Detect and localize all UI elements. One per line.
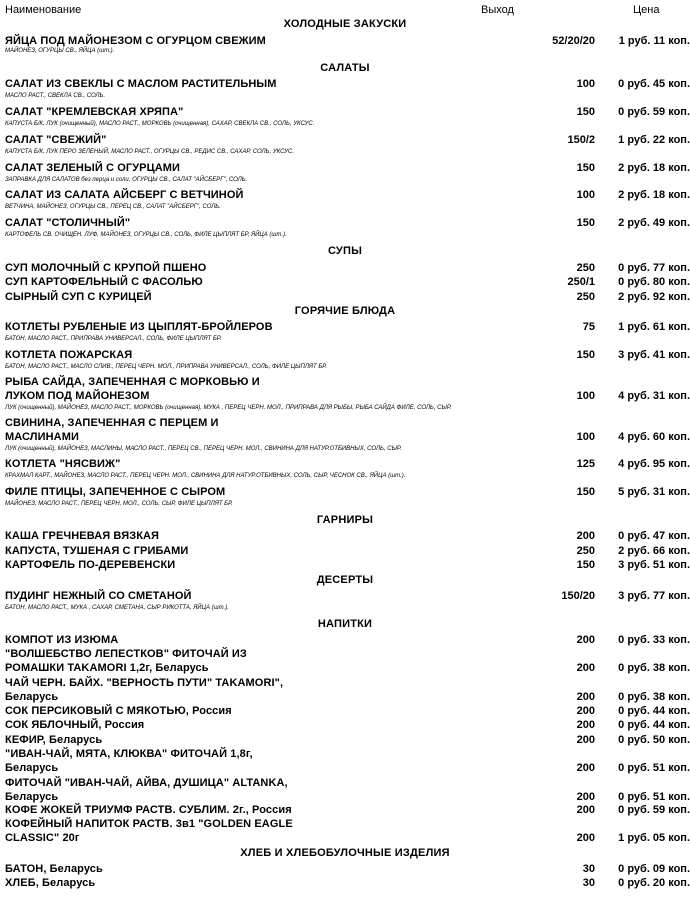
menu-item-output: 150 [576, 162, 595, 174]
footer-cutoff [0, 902, 690, 908]
menu-item-ingredients: КРАХМАЛ КАРТ., МАЙОНЕЗ, МАСЛО РАСТ., ПЕРЕЦ ЧЕРН. МОЛ., СВИНИНА ДЛЯ НАТУР.ОТБИВНЫХ, СОЛЬ, СЫР, ЧЕСНОК СВ., ЯЙЦА (шт.). [5, 473, 406, 479]
menu-item-price: 0 руб. 59 коп. [618, 106, 690, 118]
column-header-name: Наименование [5, 4, 82, 16]
menu-item-output: 125 [576, 458, 595, 470]
menu-item-name: САЛАТ "СВЕЖИЙ" [5, 134, 107, 146]
menu-item-price: 0 руб. 20 коп. [618, 877, 690, 889]
menu-item-price: 0 руб. 09 коп. [618, 863, 690, 875]
menu-item-output: 150 [576, 559, 595, 571]
menu-item-price: 5 руб. 31 коп. [618, 486, 690, 498]
menu-item-output: 250 [576, 291, 595, 303]
menu-item-name: БАТОН, Беларусь [5, 863, 103, 875]
menu-item-output: 200 [576, 791, 595, 803]
menu-item-output: 200 [576, 734, 595, 746]
section-title: НАПИТКИ [317, 618, 373, 630]
menu-item-name: СУП КАРТОФЕЛЬНЫЙ С ФАСОЛЬЮ [5, 276, 203, 288]
menu-item-ingredients: КАПУСТА Б/К, ЛУК ПЕРО ЗЕЛЕНЫЙ, МАСЛО РАСТ., ОГУРЦЫ СВ., РЕДИС СВ., САХАР, СОЛЬ, УКСУС. [5, 149, 294, 155]
menu-item-output: 200 [576, 719, 595, 731]
menu-item-output: 100 [576, 78, 595, 90]
menu-item-price: 0 руб. 51 коп. [618, 762, 690, 774]
menu-item-output: 30 [582, 877, 595, 889]
menu-item-name-line2: Беларусь [5, 791, 59, 803]
menu-item-price: 4 руб. 95 коп. [618, 458, 690, 470]
menu-item-price: 2 руб. 66 коп. [618, 545, 690, 557]
menu-item-name: САЛАТ ЗЕЛЕНЫЙ С ОГУРЦАМИ [5, 162, 181, 174]
menu-item-price: 0 руб. 51 коп. [618, 791, 690, 803]
menu-item-price: 0 руб. 59 коп. [618, 804, 690, 816]
menu-item-price: 3 руб. 77 коп. [618, 590, 690, 602]
menu-item-name: "ИВАН-ЧАЙ, МЯТА, КЛЮКВА" ФИТОЧАЙ 1,8г, [5, 748, 253, 760]
menu-item-price: 1 руб. 22 коп. [618, 134, 690, 146]
menu-item-price: 0 руб. 80 коп. [618, 276, 690, 288]
menu-item-output: 150 [576, 106, 595, 118]
menu-item-price: 0 руб. 44 коп. [618, 719, 690, 731]
menu-item-name: САЛАТ "СТОЛИЧНЫЙ" [5, 217, 131, 229]
menu-item-output: 200 [576, 691, 595, 703]
menu-item-name: САЛАТ ИЗ СВЕКЛЫ С МАСЛОМ РАСТИТЕЛЬНЫМ [5, 78, 277, 90]
menu-item-price: 0 руб. 45 коп. [618, 78, 690, 90]
menu-item-name: СУП МОЛОЧНЫЙ С КРУПОЙ ПШЕНО [5, 262, 207, 274]
menu-item-name: САЛАТ "КРЕМЛЕВСКАЯ ХРЯПА" [5, 106, 184, 118]
menu-item-price: 0 руб. 38 коп. [618, 691, 690, 703]
menu-item-name: КАПУСТА, ТУШЕНАЯ С ГРИБАМИ [5, 545, 189, 557]
menu-item-output: 52/20/20 [552, 35, 595, 47]
menu-item-name: КОТЛЕТЫ РУБЛЕНЫЕ ИЗ ЦЫПЛЯТ-БРОЙЛЕРОВ [5, 321, 273, 333]
menu-item-output: 150 [576, 349, 595, 361]
menu-item-price: 1 руб. 05 коп. [618, 832, 690, 844]
menu-item-price: 2 руб. 18 коп. [618, 189, 690, 201]
menu-item-ingredients: БАТОН, МАСЛО РАСТ., ПРИПРАВА УНИВЕРСАЛ., СОЛЬ, ФИЛЕ ЦЫПЛЯТ БР. [5, 336, 222, 342]
menu-item-name: ФИЛЕ ПТИЦЫ, ЗАПЕЧЕННОЕ С СЫРОМ [5, 486, 226, 498]
section-title: ГАРНИРЫ [316, 514, 374, 526]
menu-item-ingredients: ЗАПРАВКА ДЛЯ САЛАТОВ без перца и соли, ОГУРЦЫ СВ., САЛАТ "АЙСБЕРГ", СОЛЬ. [5, 177, 248, 183]
menu-item-ingredients: МАЙОНЕЗ, ОГУРЦЫ СВ., ЯЙЦА (шт.). [5, 48, 115, 54]
menu-item-output: 150/20 [561, 590, 595, 602]
menu-item-output: 200 [576, 804, 595, 816]
menu-item-name: ПУДИНГ НЕЖНЫЙ СО СМЕТАНОЙ [5, 590, 192, 602]
menu-item-output: 75 [582, 321, 595, 333]
menu-item-ingredients: КАРТОФЕЛЬ СВ. ОЧИЩЕН. ЛУФ, МАЙОНЕЗ, ОГУРЦЫ СВ., СОЛЬ, ФИЛЕ ЦЫПЛЯТ БР, ЯЙЦА (шт.). [5, 232, 287, 238]
menu-item-name: СОК ПЕРСИКОВЫЙ С МЯКОТЬЮ, Россия [5, 705, 232, 717]
menu-item-name-line2: РОМАШКИ TAKAMORI 1,2г, Беларусь [5, 662, 209, 674]
menu-item-ingredients: ВЕТЧИНА, МАЙОНЕЗ, ОГУРЦЫ СВ., ПЕРЕЦ СВ., САЛАТ "АЙСБЕРГ", СОЛЬ. [5, 204, 221, 210]
menu-item-name: СОК ЯБЛОЧНЫЙ, Россия [5, 719, 145, 731]
menu-item-name: ЯЙЦА ПОД МАЙОНЕЗОМ С ОГУРЦОМ СВЕЖИМ [5, 35, 266, 47]
menu-item-name: СВИНИНА, ЗАПЕЧЕННАЯ С ПЕРЦЕМ И [5, 417, 219, 429]
menu-item-name: "ВОЛШЕБСТВО ЛЕПЕСТКОВ" ФИТОЧАЙ ИЗ [5, 648, 247, 660]
column-header-price: Цена [633, 4, 660, 16]
menu-item-output: 150/2 [567, 134, 595, 146]
menu-item-price: 3 руб. 41 коп. [618, 349, 690, 361]
menu-item-output: 100 [576, 431, 595, 443]
menu-item-output: 150 [576, 217, 595, 229]
menu-item-price: 2 руб. 49 коп. [618, 217, 690, 229]
menu-item-name: КАРТОФЕЛЬ ПО-ДЕРЕВЕНСКИ [5, 559, 176, 571]
menu-item-price: 3 руб. 51 коп. [618, 559, 690, 571]
menu-item-price: 2 руб. 18 коп. [618, 162, 690, 174]
section-title: ХОЛОДНЫЕ ЗАКУСКИ [283, 18, 407, 30]
menu-item-name-line2: ЛУКОМ ПОД МАЙОНЕЗОМ [5, 390, 150, 402]
menu-item-price: 0 руб. 38 коп. [618, 662, 690, 674]
section-title: СУПЫ [327, 245, 363, 257]
section-title: САЛАТЫ [320, 62, 370, 74]
menu-item-ingredients: КАПУСТА Б/К, ЛУК (очищенный), МАСЛО РАСТ., МОРКОВЬ (очищенная), САХАР, СВЕКЛА СВ., СОЛЬ, УКСУС. [5, 121, 315, 127]
menu-item-output: 200 [576, 530, 595, 542]
menu-item-price: 1 руб. 61 коп. [618, 321, 690, 333]
menu-item-output: 200 [576, 634, 595, 646]
menu-item-output: 200 [576, 705, 595, 717]
menu-item-output: 150 [576, 486, 595, 498]
menu-item-name: КАША ГРЕЧНЕВАЯ ВЯЗКАЯ [5, 530, 160, 542]
menu-item-name: КОФЕ ЖОКЕЙ ТРИУМФ РАСТВ. СУБЛИМ. 2г., Россия [5, 804, 292, 816]
menu-item-name: КОФЕЙНЫЙ НАПИТОК РАСТВ. 3в1 "GOLDEN EAGLE [5, 818, 293, 830]
menu-item-output: 200 [576, 762, 595, 774]
menu-item-output: 30 [582, 863, 595, 875]
menu-item-name: КОТЛЕТА "НЯСВИЖ" [5, 458, 121, 470]
menu-item-name: КОТЛЕТА ПОЖАРСКАЯ [5, 349, 133, 361]
menu-item-name: ЧАЙ ЧЕРН. БАЙХ. "ВЕРНОСТЬ ПУТИ" TAKAMORI", [5, 677, 284, 689]
menu-item-price: 0 руб. 47 коп. [618, 530, 690, 542]
menu-item-price: 0 руб. 50 коп. [618, 734, 690, 746]
menu-item-ingredients: МАЙОНЕЗ, МАСЛО РАСТ., ПЕРЕЦ ЧЕРН. МОЛ., СОЛЬ, СЫР, ФИЛЕ ЦЫПЛЯТ БР. [5, 501, 233, 507]
menu-item-price: 4 руб. 60 коп. [618, 431, 690, 443]
menu-item-ingredients: БАТОН, МАСЛО РАСТ., МАСЛО СЛИВ., ПЕРЕЦ ЧЕРН. МОЛ., ПРИПРАВА УНИВЕРСАЛ., СОЛЬ, ФИЛЕ ЦЫПЛЯТ БР. [5, 364, 327, 370]
menu-item-price: 0 руб. 33 коп. [618, 634, 690, 646]
menu-item-output: 100 [576, 390, 595, 402]
section-title: ГОРЯЧИЕ БЛЮДА [294, 305, 396, 317]
menu-item-output: 250 [576, 545, 595, 557]
menu-item-name-line2: МАСЛИНАМИ [5, 431, 79, 443]
menu-item-name: РЫБА САЙДА, ЗАПЕЧЕННАЯ С МОРКОВЬЮ И [5, 376, 260, 388]
menu-item-name-line2: CLASSIC" 20г [5, 832, 80, 844]
menu-item-name: СЫРНЫЙ СУП С КУРИЦЕЙ [5, 291, 152, 303]
menu-item-ingredients: ЛУК (очищенный), МАЙОНЕЗ, МАСЛО РАСТ., МОРКОВЬ (очищенная), МУКА , ПЕРЕЦ ЧЕРН. МОЛ., ПРИПРАВА ДЛЯ РЫБЫ, РЫБА САЙДА ФИЛЕ, СОЛЬ, СЫР. [5, 405, 452, 411]
menu-item-name: ФИТОЧАЙ "ИВАН-ЧАЙ, АЙВА, ДУШИЦА" ALTANKA, [5, 777, 288, 789]
column-header-output: Выход [481, 4, 514, 16]
menu-item-name: ХЛЕБ, Беларусь [5, 877, 96, 889]
menu-item-output: 250 [576, 262, 595, 274]
menu-item-ingredients: ЛУК (очищенный), МАЙОНЕЗ, МАСЛИНЫ, МАСЛО РАСТ., ПЕРЕЦ СВ., ПЕРЕЦ ЧЕРН. МОЛ., СВИНИНА ДЛЯ НАТУР.ОТБИВНЫХ, СОЛЬ, СЫР. [5, 446, 402, 452]
menu-item-output: 200 [576, 662, 595, 674]
menu-item-output: 200 [576, 832, 595, 844]
menu-item-price: 1 руб. 11 коп. [618, 35, 690, 47]
menu-item-name: КЕФИР, Беларусь [5, 734, 103, 746]
menu-item-price: 2 руб. 92 коп. [618, 291, 690, 303]
section-title: ХЛЕБ И ХЛЕБОБУЛОЧНЫЕ ИЗДЕЛИЯ [240, 847, 450, 859]
menu-item-price: 0 руб. 44 коп. [618, 705, 690, 717]
menu-item-ingredients: БАТОН, МАСЛО РАСТ., МУКА , САХАР, СМЕТАНА, СЫР РИКОТТА, ЯЙЦА (шт.). [5, 605, 229, 611]
menu-item-name: САЛАТ ИЗ САЛАТА АЙСБЕРГ С ВЕТЧИНОЙ [5, 189, 244, 201]
section-title: ДЕСЕРТЫ [316, 574, 374, 586]
menu-item-name-line2: Беларусь [5, 762, 59, 774]
menu-item-price: 4 руб. 31 коп. [618, 390, 690, 402]
menu-item-output: 100 [576, 189, 595, 201]
menu-item-ingredients: МАСЛО РАСТ., СВЕКЛА СВ., СОЛЬ. [5, 93, 106, 99]
menu-item-name-line2: Беларусь [5, 691, 59, 703]
menu-item-price: 0 руб. 77 коп. [618, 262, 690, 274]
menu-item-output: 250/1 [567, 276, 595, 288]
menu-item-name: КОМПОТ ИЗ ИЗЮМА [5, 634, 119, 646]
